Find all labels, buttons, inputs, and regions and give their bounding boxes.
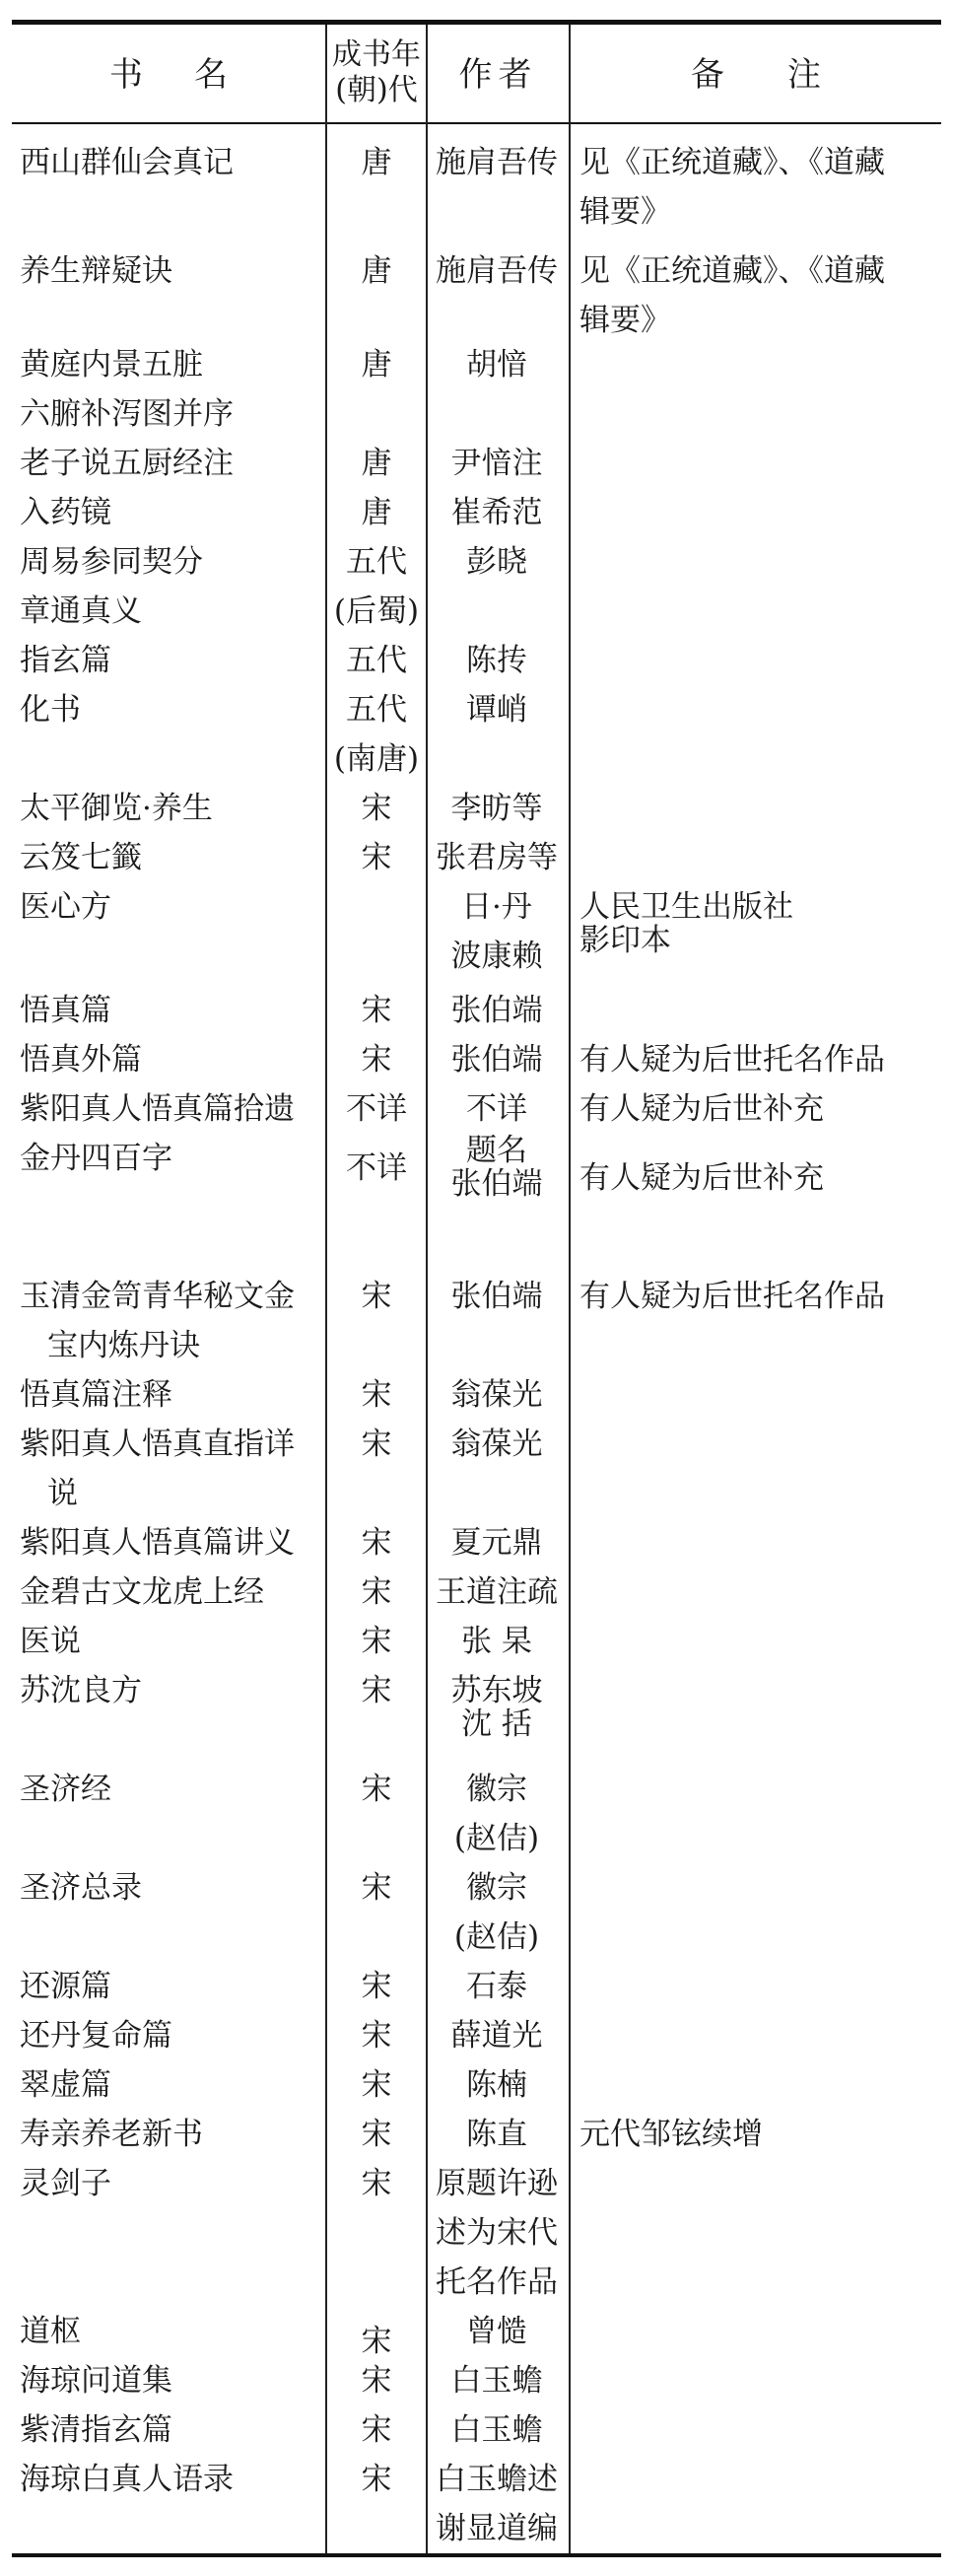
table-cell-line: 化书 xyxy=(20,692,81,728)
table-cell-era xyxy=(328,2159,425,2208)
table-cell-line: 紫清指玄篇 xyxy=(20,2412,172,2448)
table-cell-line: 题名 xyxy=(466,1133,527,1168)
table-cell-title xyxy=(20,1370,325,1420)
table-cell-title xyxy=(20,882,325,932)
table-cell-era xyxy=(328,2110,425,2159)
table-cell-line: 石泰 xyxy=(466,1969,527,2004)
bottom-rule xyxy=(12,2553,941,2557)
table-cell-note xyxy=(579,246,944,345)
table-cell-author xyxy=(428,1134,566,1201)
table-cell-line: 金丹四百字 xyxy=(20,1141,172,1176)
table-cell-line: 宋 xyxy=(361,2462,392,2497)
table-cell-title xyxy=(20,2307,325,2356)
table-cell-line: 玉清金笥青华秘文金 xyxy=(20,1279,295,1314)
table-cell-author xyxy=(428,1567,566,1617)
table-cell-era xyxy=(328,1272,425,1321)
table-cell-era xyxy=(328,246,425,296)
table-cell-line: 李昉等 xyxy=(450,791,543,826)
table-cell-line: 宋 xyxy=(361,2117,392,2152)
table-cell-note xyxy=(579,890,944,957)
table-cell-line: 人民卫生出版社 xyxy=(579,889,793,925)
table-cell-title xyxy=(20,1272,325,1370)
table-cell-era xyxy=(328,1617,425,1666)
table-cell-author xyxy=(428,439,566,488)
table-cell-author xyxy=(428,2110,566,2159)
table-cell-era xyxy=(328,488,425,537)
table-cell-author xyxy=(428,1084,566,1134)
table-cell-title xyxy=(20,2159,325,2208)
table-cell-title xyxy=(20,2405,325,2455)
table-cell-line: 说 xyxy=(47,1476,78,1511)
table-cell-line: 白玉蟾 xyxy=(450,2363,543,2399)
table-cell-line: 张君房等 xyxy=(436,840,558,875)
table-cell-line: 寿亲养老新书 xyxy=(20,2117,203,2152)
table-cell-line: 王道注疏 xyxy=(436,1574,558,1610)
table-cell-line: 灵剑子 xyxy=(20,2166,111,2201)
table-cell-line: 紫阳真人悟真篇拾遗 xyxy=(20,1091,295,1127)
header-remarks: 备注 xyxy=(691,55,884,95)
table-cell-era xyxy=(328,537,425,587)
table-cell-line: 还源篇 xyxy=(20,1969,111,2004)
table-cell-author xyxy=(428,784,566,833)
table-cell-author xyxy=(428,1420,566,1469)
table-cell-line: 谭峭 xyxy=(466,692,527,728)
table-cell-line: 医心方 xyxy=(20,889,111,925)
table-cell-line: 宋 xyxy=(361,1673,392,1708)
table-cell-line: 沈 括 xyxy=(461,1706,532,1742)
table-cell-note xyxy=(579,1084,944,1134)
table-cell-line: 宋 xyxy=(361,993,392,1028)
table-cell-author xyxy=(428,2060,566,2110)
table-cell-author xyxy=(428,986,566,1035)
table-cell-line: 见《正统道藏》、《道藏 xyxy=(579,145,885,180)
table-cell-line: 翁葆光 xyxy=(450,1427,543,1462)
table-cell-title xyxy=(20,1666,325,1715)
table-cell-line: 周易参同契分 xyxy=(20,544,203,580)
table-cell-title xyxy=(20,1567,325,1617)
table-cell-era xyxy=(328,2405,425,2455)
top-rule xyxy=(12,20,941,25)
table-cell-era xyxy=(328,1567,425,1617)
table-cell-author xyxy=(428,833,566,882)
table-cell-line: 尹愔注 xyxy=(450,446,543,481)
table-cell-line: 施肩吾传 xyxy=(436,253,558,289)
header-era-line1: 成书年 xyxy=(332,37,421,72)
table-cell-note xyxy=(579,1035,944,1084)
table-cell-author xyxy=(428,2307,566,2356)
table-cell-line: 有人疑为后世托名作品 xyxy=(579,1279,885,1314)
table-cell-line: 宋 xyxy=(361,1574,392,1610)
table-cell-author xyxy=(428,1863,566,1962)
table-cell-era xyxy=(328,1765,425,1814)
table-cell-line: (赵佶) xyxy=(453,1821,540,1856)
table-cell-author xyxy=(428,1272,566,1321)
table-cell-line: 宋 xyxy=(361,1624,392,1659)
table-cell-line: 宝内炼丹诀 xyxy=(47,1328,200,1363)
table-cell-line: 海琼问道集 xyxy=(20,2363,172,2399)
table-cell-line: 崔希范 xyxy=(450,495,543,530)
table-cell-title xyxy=(20,2011,325,2060)
table-cell-title xyxy=(20,636,325,685)
table-cell-line: 宋 xyxy=(361,1427,392,1462)
table-cell-title xyxy=(20,439,325,488)
table-cell-era xyxy=(328,1084,425,1134)
table-cell-title xyxy=(20,1617,325,1666)
header-rule xyxy=(12,122,941,124)
table-cell-author xyxy=(428,1765,566,1863)
table-cell-line: 老子说五厨经注 xyxy=(20,446,234,481)
table-cell-era xyxy=(328,1863,425,1913)
table-cell-line: 入药镜 xyxy=(20,495,111,530)
table-cell-line: 紫阳真人悟真篇讲义 xyxy=(20,1525,295,1561)
table-cell-author xyxy=(428,340,566,389)
table-cell-line: 章通真义 xyxy=(20,593,142,629)
table-cell-title xyxy=(20,389,325,439)
table-cell-line: 宋 xyxy=(361,1042,392,1078)
table-cell-author xyxy=(428,2011,566,2060)
table-cell-line: 影印本 xyxy=(579,923,671,958)
table-cell-title xyxy=(20,1962,325,2011)
table-cell-line: 宋 xyxy=(361,2324,392,2359)
table-cell-line: 悟真篇 xyxy=(20,993,111,1028)
table-cell-line: 托名作品 xyxy=(436,2264,558,2300)
table-cell-author xyxy=(428,1518,566,1567)
table-cell-title xyxy=(20,986,325,1035)
header-era-line2: (朝)代 xyxy=(335,73,418,107)
table-cell-line: 薛道光 xyxy=(450,2018,543,2054)
table-cell-author xyxy=(428,1674,566,1741)
table-cell-line: 夏元鼎 xyxy=(450,1525,543,1561)
table-cell-line: 六腑补泻图并序 xyxy=(20,396,234,432)
table-cell-note xyxy=(579,1272,944,1321)
table-cell-author xyxy=(428,2159,566,2307)
table-cell-line: 唐 xyxy=(361,253,392,289)
table-cell-era xyxy=(328,833,425,882)
table-cell-line: (赵佶) xyxy=(453,1919,540,1955)
table-cell-line: 张伯端 xyxy=(450,1042,543,1078)
table-cell-author xyxy=(428,138,566,187)
table-cell-line: 波康赖 xyxy=(450,939,543,974)
table-cell-title xyxy=(20,833,325,882)
table-cell-line: 宋 xyxy=(361,1525,392,1561)
table-cell-title xyxy=(20,340,325,389)
table-cell-line: 陈抟 xyxy=(466,643,527,678)
table-cell-line: 徽宗 xyxy=(466,1870,527,1906)
table-cell-era xyxy=(328,1666,425,1715)
table-cell-line: 宋 xyxy=(361,2067,392,2103)
table-cell-line: 紫阳真人悟真直指详 xyxy=(20,1427,295,1462)
table-cell-era xyxy=(328,1370,425,1420)
table-cell-era xyxy=(328,138,425,187)
table-cell-era xyxy=(328,1035,425,1084)
header-author: 作者 xyxy=(458,55,538,95)
table-cell-era xyxy=(328,1420,425,1469)
table-cell-title xyxy=(20,1765,325,1814)
table-cell-era xyxy=(328,1144,425,1193)
table-cell-author xyxy=(428,2455,566,2553)
table-cell-era xyxy=(328,2060,425,2110)
table-cell-line: 指玄篇 xyxy=(20,643,111,678)
table-cell-author xyxy=(428,1035,566,1084)
table-cell-era xyxy=(328,1962,425,2011)
table-cell-line: 张伯端 xyxy=(450,1166,543,1202)
table-cell-line: 不详 xyxy=(346,1091,407,1127)
column-separator xyxy=(325,25,327,2553)
table-cell-line: 医说 xyxy=(20,1624,81,1659)
table-cell-line: 有人疑为后世补充 xyxy=(579,1160,824,1196)
table-cell-line: 翁葆光 xyxy=(450,1377,543,1413)
table-cell-line: 张伯端 xyxy=(450,993,543,1028)
table-cell-line: 曾慥 xyxy=(466,2314,527,2349)
table-cell-author xyxy=(428,636,566,685)
table-cell-author xyxy=(428,537,566,587)
table-cell-title xyxy=(20,1134,325,1183)
table-cell-line: 宋 xyxy=(361,1772,392,1807)
table-cell-line: 唐 xyxy=(361,145,392,180)
table-cell-title xyxy=(20,138,325,187)
table-cell-era xyxy=(328,439,425,488)
table-cell-line: 施肩吾传 xyxy=(436,145,558,180)
table-cell-line: 圣济总录 xyxy=(20,1870,142,1906)
table-cell-line: 宋 xyxy=(361,1870,392,1906)
table-cell-line: 悟真篇注释 xyxy=(20,1377,172,1413)
table-cell-title xyxy=(20,2110,325,2159)
header-title: 书名 xyxy=(109,55,279,95)
table-cell-line: 陈直 xyxy=(466,2117,527,2152)
table-cell-line: 还丹复命篇 xyxy=(20,2018,172,2054)
table-cell-line: 宋 xyxy=(361,2412,392,2448)
table-cell-line: 不详 xyxy=(466,1091,527,1127)
table-cell-line: 唐 xyxy=(361,347,392,383)
table-cell-era xyxy=(328,340,425,389)
table-cell-line: 苏沈良方 xyxy=(20,1673,142,1708)
table-cell-line: 宋 xyxy=(361,2018,392,2054)
table-cell-line: 张 杲 xyxy=(461,1624,532,1659)
table-cell-line: 宋 xyxy=(361,2363,392,2399)
table-cell-line: 述为宋代 xyxy=(436,2215,558,2251)
table-cell-author xyxy=(428,1370,566,1420)
header-era xyxy=(327,37,426,108)
table-cell-line: 道枢 xyxy=(20,2314,81,2349)
table-cell-title xyxy=(20,488,325,537)
table-cell-title xyxy=(20,1420,325,1518)
table-cell-title xyxy=(20,784,325,833)
table-cell-line: 有人疑为后世托名作品 xyxy=(579,1042,885,1078)
table-cell-line: 太平御览·养生 xyxy=(20,791,213,826)
table-cell-line: 唐 xyxy=(361,495,392,530)
table-cell-line: 五代 xyxy=(346,544,407,580)
table-cell-line: 元代邹铉续增 xyxy=(579,2117,763,2152)
table-cell-line: 唐 xyxy=(361,446,392,481)
table-cell-title xyxy=(20,1084,325,1134)
table-cell-line: 黄庭内景五脏 xyxy=(20,347,203,383)
table-cell-line: 见《正统道藏》、《道藏 xyxy=(579,253,885,289)
table-cell-line: 不详 xyxy=(346,1150,407,1186)
table-cell-line: 辑要》 xyxy=(579,303,671,338)
table-cell-line: 有人疑为后世补充 xyxy=(579,1091,824,1127)
table-cell-author xyxy=(428,488,566,537)
table-cell-line: 圣济经 xyxy=(20,1772,111,1807)
table-cell-line: 五代 xyxy=(346,643,407,678)
table-cell-era xyxy=(328,784,425,833)
table-cell-era xyxy=(328,986,425,1035)
table-cell-title xyxy=(20,1035,325,1084)
table-cell-era xyxy=(328,2455,425,2504)
column-separator xyxy=(569,25,571,2553)
table-cell-line: 金碧古文龙虎上经 xyxy=(20,1574,264,1610)
table-cell-author xyxy=(428,685,566,734)
table-cell-line: 苏东坡 xyxy=(450,1673,543,1708)
table-cell-author xyxy=(428,246,566,296)
table-cell-line: 宋 xyxy=(361,1377,392,1413)
table-cell-title xyxy=(20,246,325,296)
table-cell-title xyxy=(20,2060,325,2110)
table-cell-title xyxy=(20,537,325,587)
table-cell-era xyxy=(328,2356,425,2405)
table-cell-line: 彭晓 xyxy=(466,544,527,580)
table-cell-note xyxy=(579,2110,944,2159)
table-cell-line: 白玉蟾 xyxy=(450,2412,543,2448)
table-cell-title xyxy=(20,2356,325,2405)
table-cell-line: 翠虚篇 xyxy=(20,2067,111,2103)
table-cell-line: 养生辩疑诀 xyxy=(20,253,172,289)
table-cell-line: 日·丹 xyxy=(461,889,532,925)
table-cell-title xyxy=(20,1518,325,1567)
table-cell-author xyxy=(428,882,566,981)
table-cell-author xyxy=(428,2405,566,2455)
table-cell-line: 张伯端 xyxy=(450,1279,543,1314)
table-cell-line: 徽宗 xyxy=(466,1772,527,1807)
table-cell-line: 海琼白真人语录 xyxy=(20,2462,234,2497)
table-cell-line: (后蜀) xyxy=(333,593,420,629)
table-cell-era xyxy=(328,2011,425,2060)
table-cell-era xyxy=(328,1518,425,1567)
table-cell-line: 五代 xyxy=(346,692,407,728)
table-cell-era xyxy=(328,587,425,636)
table-cell-author xyxy=(428,2356,566,2405)
table-cell-title xyxy=(20,685,325,734)
table-cell-title xyxy=(20,2455,325,2504)
table-cell-title xyxy=(20,1863,325,1913)
table-cell-author xyxy=(428,1962,566,2011)
table-cell-line: 云笈七籤 xyxy=(20,840,142,875)
table-cell-line: 宋 xyxy=(361,840,392,875)
table-cell-line: 白玉蟾述 xyxy=(436,2462,558,2497)
table-cell-line: 悟真外篇 xyxy=(20,1042,142,1078)
table-cell-line: 原题许逊 xyxy=(436,2166,558,2201)
table-cell-era xyxy=(328,685,425,784)
table-cell-era xyxy=(328,636,425,685)
table-cell-note xyxy=(579,138,944,237)
table-cell-line: 胡愔 xyxy=(466,347,527,383)
table-cell-line: 宋 xyxy=(361,1279,392,1314)
table-cell-line: 陈楠 xyxy=(466,2067,527,2103)
table-cell-title xyxy=(20,587,325,636)
table-cell-line: (南唐) xyxy=(333,741,420,777)
table-cell-author xyxy=(428,1617,566,1666)
table-cell-line: 西山群仙会真记 xyxy=(20,145,234,180)
table-cell-line: 谢显道编 xyxy=(436,2511,558,2546)
table-cell-note xyxy=(579,1153,944,1203)
table-cell-line: 宋 xyxy=(361,1969,392,2004)
table-cell-line: 宋 xyxy=(361,2166,392,2201)
table-cell-line: 辑要》 xyxy=(579,194,671,230)
table-cell-line: 宋 xyxy=(361,791,392,826)
